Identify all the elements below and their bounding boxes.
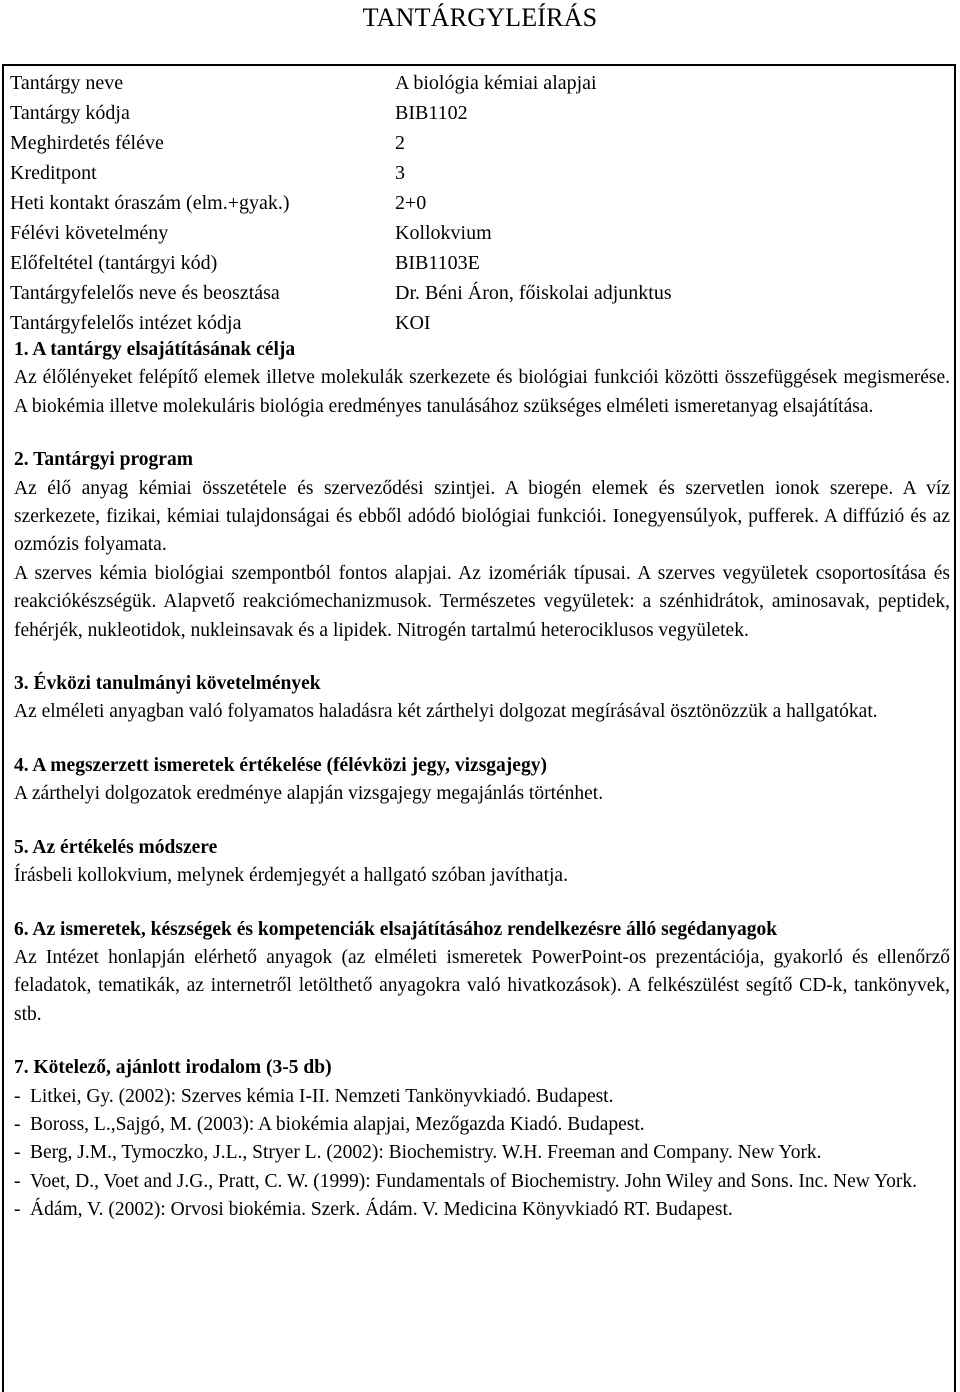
section-paragraph: A szerves kémia biológiai szempontból fontos alapjai. Az izomériák típusai. A szerves vegyületek csoportosítása és reakciókészségük. Alapvető reakciómechanizmusok. Természetes vegyületek: a szénhidrátok, aminosavak, peptidek, fehérjék, nukleotidok, nukleinsavak és a lipidek. Nitrogén tartalmú heterociklusos vegyületek. xyxy=(14,562,950,641)
section-body: A zárthelyi dolgozatok eredménye alapján vizsgajegy megajánlás történhet. xyxy=(14,783,604,805)
section-body: Írásbeli kollokvium, melynek érdemjegyét a hallgató szóban javíthatja. xyxy=(14,865,568,887)
info-key: Tantárgy kódja xyxy=(10,102,130,124)
info-key: Tantárgyfelelős intézet kódja xyxy=(10,312,242,334)
info-key: Meghirdetés féléve xyxy=(10,132,164,154)
section-paragraph: Az élő anyag kémiai összetétele és szerveződési szintjei. A biogén elemek és szervetlen ionok szerepe. A víz szerkezete, fizikai, kémiai tulajdonságai és ebből adódó biológiai funkciói. Ionegyensúlyok, pufferek. A diffúzió és az ozmózis folyamata. xyxy=(14,477,950,556)
info-value: 2 xyxy=(395,132,405,154)
info-row-responsible xyxy=(10,278,950,308)
section-title: 4. A megszerzett ismeretek értékelése (félévközi jegy, vizsgajegy) xyxy=(14,754,547,776)
info-key: Tantárgyfelelős neve és beosztása xyxy=(10,282,280,304)
section-title: 7. Kötelező, ajánlott irodalom (3-5 db) xyxy=(14,1057,332,1079)
section-title: 6. Az ismeretek, készségek és kompetenciák elsajátításához rendelkezésre álló segédanyagok xyxy=(14,918,778,940)
info-row-institute-code xyxy=(10,308,950,338)
info-value: Dr. Béni Áron, főiskolai adjunktus xyxy=(395,282,672,304)
info-row-requirement xyxy=(10,218,950,248)
info-value: KOI xyxy=(395,312,431,334)
list-item: - Ádám, V. (2002): Orvosi biokémia. Szerk. Ádám. V. Medicina Könyvkiadó RT. Budapest. xyxy=(14,1196,950,1224)
section-body: Az Intézet honlapján elérhető anyagok (az elméleti ismeretek PowerPoint-os prezentációja, gyakorló és ellenőrző feladatok, tematikák, az internetről letölthető anyagokra való hivatkozások). A felkészülést segítő CD-k, tankönyvek, stb. xyxy=(14,946,950,1025)
section-materials xyxy=(14,916,950,1030)
section-body xyxy=(14,475,950,645)
list-item: - Voet, D., Voet and J.G., Pratt, C. W. (1999): Fundamentals of Biochemistry. John Wiley and Sons. Inc. New York. xyxy=(14,1168,950,1196)
section-program xyxy=(14,446,950,645)
course-info-table xyxy=(10,68,950,338)
info-key: Előfeltétel (tantárgyi kód) xyxy=(10,252,218,274)
section-literature xyxy=(14,1054,950,1224)
course-description-content xyxy=(14,336,950,1225)
list-item: - Litkei, Gy. (2002): Szerves kémia I-II. Nemzeti Tankönyvkiadó. Budapest. xyxy=(14,1083,950,1111)
info-value: A biológia kémiai alapjai xyxy=(395,72,597,94)
info-row-prerequisite xyxy=(10,248,950,278)
section-title: 5. Az értékelés módszere xyxy=(14,836,218,858)
section-requirements xyxy=(14,670,950,727)
list-item: - Boross, L.,Sajgó, M. (2003): A biokémia alapjai, Mezőgazda Kiadó. Budapest. xyxy=(14,1111,950,1139)
list-item: - Berg, J.M., Tymoczko, J.L., Stryer L. (2002): Biochemistry. W.H. Freeman and Company. New York. xyxy=(14,1139,950,1167)
info-row-course-code xyxy=(10,98,950,128)
info-key: Heti kontakt óraszám (elm.+gyak.) xyxy=(10,192,290,214)
info-row-course-name xyxy=(10,68,950,98)
info-value: Kollokvium xyxy=(395,222,492,244)
info-value: 3 xyxy=(395,162,405,184)
section-title: 1. A tantárgy elsajátításának célja xyxy=(14,339,296,360)
section-body: Az elméleti anyagban való folyamatos haladásra két zárthelyi dolgozat megírásával ösztönözzük a hallgatókat. xyxy=(14,701,878,723)
page-title: TANTÁRGYLEÍRÁS xyxy=(362,3,598,32)
section-body: Az élőlényeket felépítő elemek illetve molekulák szerkezete és biológiai funkciói közötti összefüggések megismerése. A biokémia illetve molekuláris biológia eredményes tanulásához szükséges elméleti ismeretanyag elsajátítása. xyxy=(14,367,950,417)
section-title: 3. Évközi tanulmányi követelmények xyxy=(14,673,321,695)
info-key: Kreditpont xyxy=(10,162,97,184)
section-aim xyxy=(14,336,950,421)
info-value: 2+0 xyxy=(395,192,427,214)
info-value: BIB1103E xyxy=(395,252,480,274)
section-title: 2. Tantárgyi program xyxy=(14,449,193,471)
info-row-semester xyxy=(10,128,950,158)
info-key: Tantárgy neve xyxy=(10,72,124,94)
literature-list xyxy=(14,1083,950,1225)
section-method xyxy=(14,834,950,891)
info-value: BIB1102 xyxy=(395,102,468,124)
info-key: Félévi követelmény xyxy=(10,222,169,244)
section-evaluation xyxy=(14,752,950,809)
info-row-contact-hours xyxy=(10,188,950,218)
info-row-credits xyxy=(10,158,950,188)
